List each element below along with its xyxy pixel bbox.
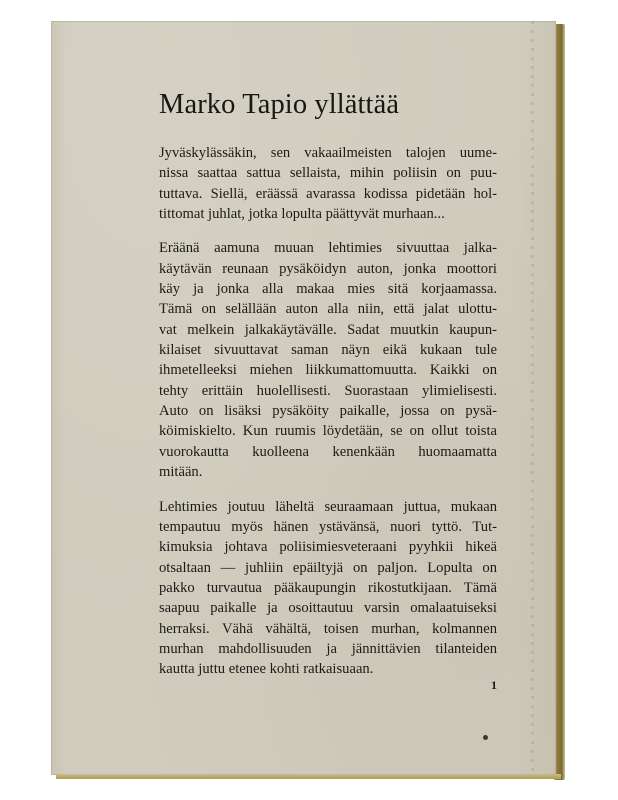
text-line: pakko turvautua pääkaupungin rikostutkijaan. Tämä xyxy=(159,579,497,596)
text-line: ihmetelleeksi miehen liikkumattomuutta. Kaikki on xyxy=(159,362,497,379)
text-line: Lehtimies joutuu läheltä seuraamaan juttua, mukaan xyxy=(159,498,497,515)
text-line: tittomat juhlat, jotka lopulta päättyvät murhaan... xyxy=(159,206,445,223)
text-line: kimuksia johtava poliisimiesveteraani pyyhkii hikeä xyxy=(159,539,497,556)
page-content xyxy=(159,89,497,680)
paragraph-1 xyxy=(159,143,497,224)
text-line: mitään. xyxy=(159,464,203,481)
text-line: herraksi. Vähä vähältä, toisen murhan, kolmannen xyxy=(159,620,497,637)
text-line: käy ja jonka alla makaa mies sitä korjaamassa. xyxy=(159,281,497,298)
text-line: tehty erittäin huolellisesti. Suorastaan ylimielisesti. xyxy=(159,382,497,399)
page-number: 1 xyxy=(491,678,497,692)
text-line: vuorokautta kuolleena kenenkään huomaamatta xyxy=(159,443,497,460)
text-line: tuttava. Siellä, eräässä avarassa kodissa pidetään hol- xyxy=(159,185,497,202)
text-line: Eräänä aamuna muuan lehtimies sivuuttaa jalka- xyxy=(159,240,497,257)
text-line: saapuu paikalle ja osoittautuu varsin omalaatuiseksi xyxy=(159,600,497,617)
text-line: Jyväskylässäkin, sen vakaailmeisten talojen uume- xyxy=(159,145,497,161)
paragraph-2 xyxy=(159,238,497,482)
text-line: käytävän reunaan pysäköidyn auton, jonka moottori xyxy=(159,260,497,277)
text-line: vat melkein jalkakäytävälle. Sadat muutkin kaupun- xyxy=(159,321,497,338)
text-line: otsaltaan — juhliin epäiltyjä on paljon. Lopulta on xyxy=(159,559,497,576)
paper-spot xyxy=(483,735,488,740)
text-line: Tämä on selällään auton alla niin, että jalat ulottu- xyxy=(159,301,497,318)
text-line: Auto on lisäksi pysäköity paikalle, jossa on pysä- xyxy=(159,403,497,420)
page-crease xyxy=(531,21,534,775)
text-line: kilaiset sivuuttavat saman näyn eikä kukaan tule xyxy=(159,342,497,359)
text-line: köimiskielto. Kun ruumis löydetään, se on ollut toista xyxy=(159,423,497,440)
page-title: Marko Tapio yllättää xyxy=(159,89,400,120)
text-line: nissa saattaa sattua sellaista, mihin poliisin on puu- xyxy=(159,165,497,182)
text-line: kautta juttu etenee kohti ratkaisuaan. xyxy=(159,661,374,678)
book-jacket-page xyxy=(51,21,556,775)
text-line: murhan mahdollisuuden ja jännittävien tilanteiden xyxy=(159,640,497,657)
paragraph-3 xyxy=(159,497,497,680)
text-line: tempautuu myös hänen ystävänsä, nuori tyttö. Tut- xyxy=(159,518,497,535)
